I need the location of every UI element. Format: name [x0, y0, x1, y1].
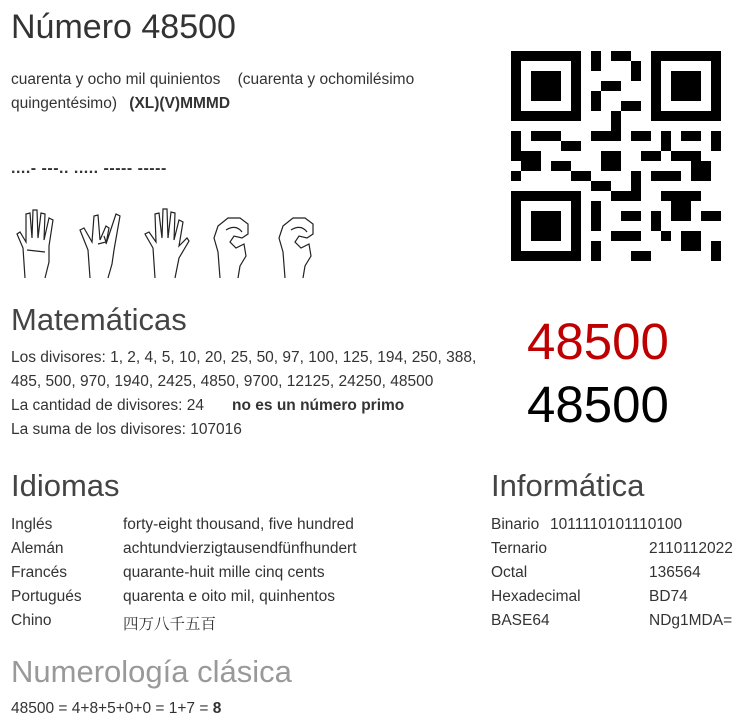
section-heading-informatics: Informática [491, 468, 645, 503]
lang-label: Portugués [11, 588, 82, 605]
info-label: BASE64 [491, 612, 550, 629]
info-value: 2110112022 [649, 540, 733, 557]
number-in-words [11, 68, 481, 116]
divisor-count-row [11, 394, 481, 418]
prime-status: no es un número primo [232, 397, 405, 414]
lang-label: Chino [11, 612, 52, 629]
lang-text: quarante-huit mille cinq cents [123, 564, 325, 581]
info-value: 136564 [649, 564, 701, 581]
number-display-red: 48500 [527, 313, 669, 370]
sign-language-hands [11, 204, 325, 282]
info-label: Ternario [491, 540, 547, 557]
math-info [11, 346, 481, 442]
divisors-list: Los divisores: 1, 2, 4, 5, 10, 20, 25, 50, 97, 100, 125, 194, 250, 388, 485, 500, 970, 1940, 2425, 4850, 9700, 12125, 24250, 48500 [11, 349, 477, 390]
section-heading-numerology: Numerología clásica [11, 654, 292, 689]
hand-sign-8-icon [76, 204, 130, 280]
hand-sign-0-icon [271, 204, 325, 280]
spanish-words: cuarenta y ocho mil quinientos [11, 71, 221, 88]
hand-sign-5-icon [141, 204, 195, 280]
lang-label: Alemán [11, 540, 64, 557]
numerology-result: 8 [212, 700, 222, 717]
section-heading-math: Matemáticas [11, 302, 187, 337]
qr-code-icon [511, 51, 721, 261]
divisor-sum: La suma de los divisores: 107016 [11, 421, 242, 438]
section-heading-languages: Idiomas [11, 468, 120, 503]
info-label: Octal [491, 564, 528, 581]
divisor-count: La cantidad de divisores: 24 [11, 397, 205, 414]
numerology-formula: 48500 = 4+8+5+0+0 = 1+7 = [11, 700, 213, 717]
info-label: Binario [491, 516, 540, 533]
number-display-black: 48500 [527, 376, 669, 433]
info-value: 1011110101110100 [550, 516, 683, 533]
lang-text: forty-eight thousand, five hundred [123, 516, 354, 533]
numerology-formula-row [11, 700, 221, 718]
info-value: BD74 [649, 588, 688, 605]
lang-text: 四万八千五百 [123, 616, 217, 633]
roman-numeral: (XL)(V)MMMD [129, 95, 231, 112]
lang-text: achtundvierzigtausendfünfhundert [123, 540, 357, 557]
lang-label: Inglés [11, 516, 53, 533]
lang-label: Francés [11, 564, 67, 581]
page-title: Número 48500 [11, 8, 236, 46]
hand-sign-0-icon [206, 204, 260, 280]
morse-code: ....- ---.. ..... ----- ----- [11, 160, 167, 177]
info-label: Hexadecimal [491, 588, 581, 605]
hand-sign-4-icon [11, 204, 65, 280]
ordinal-words: (cuarenta y ochomilésimo quingentésimo) [11, 71, 415, 112]
info-value: NDg1MDA= [649, 612, 733, 629]
lang-text: quarenta e oito mil, quinhentos [123, 588, 335, 605]
